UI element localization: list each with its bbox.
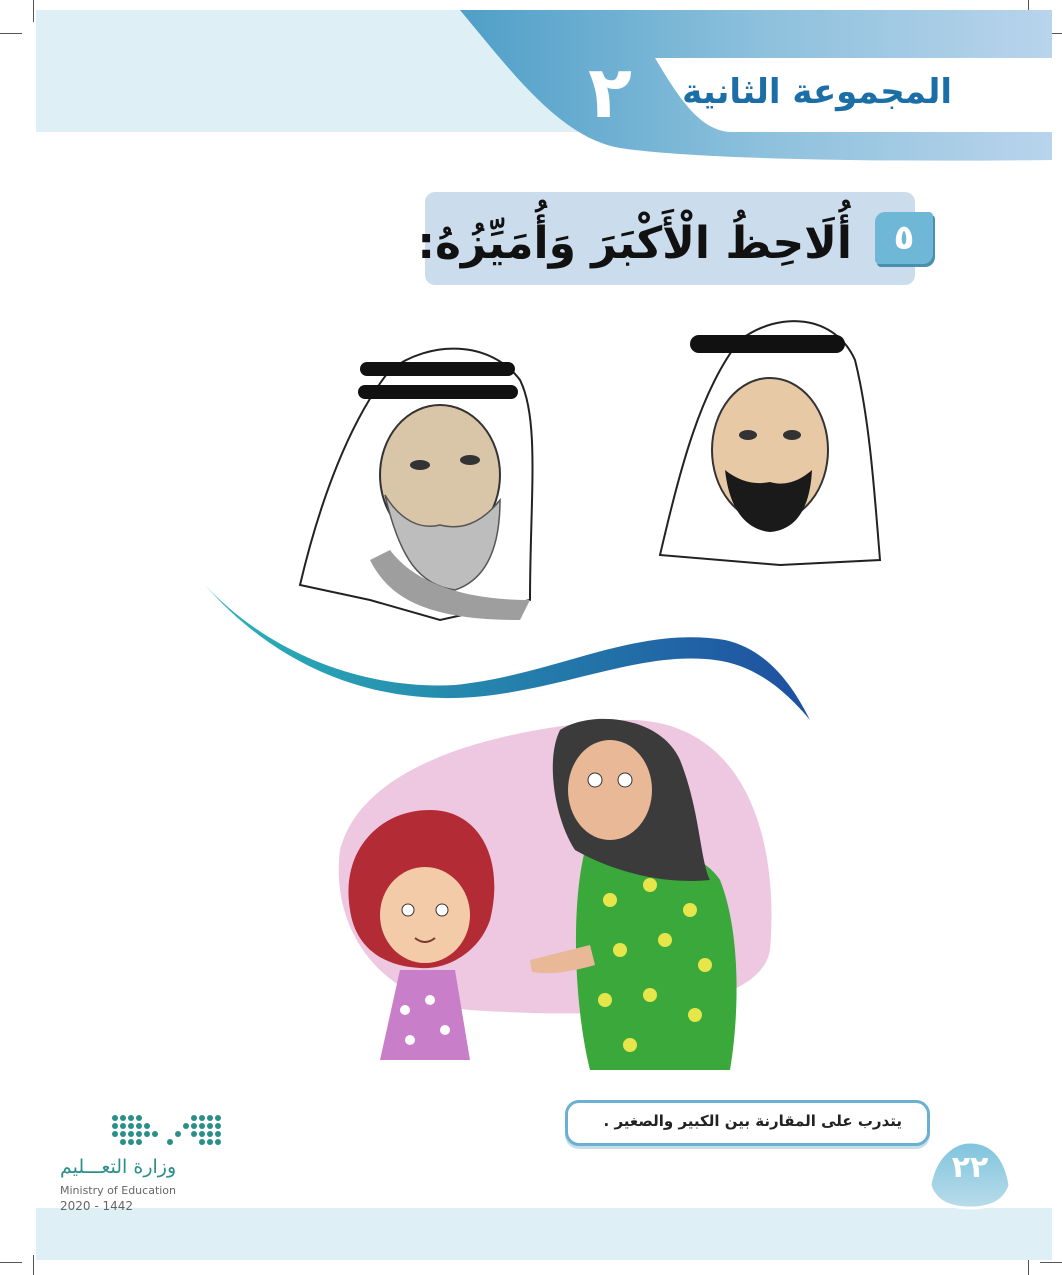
page-number: ٢٢ — [951, 1150, 989, 1185]
group-title: المجموعة الثانية — [682, 72, 952, 112]
exercise-title: أُلَاحِظُ الْأَكْبَرَ وَأُمَيِّزُهُ: — [417, 218, 852, 269]
young-man-figure — [660, 321, 880, 565]
edition-year: 2020 - 1442 — [60, 1199, 134, 1213]
ministry-name-arabic: وزارة التعـــليم — [60, 1156, 177, 1178]
ministry-name-english: Ministry of Education — [60, 1184, 177, 1197]
unit-number: ٢ — [588, 50, 632, 134]
objective-text: يتدرب على المقارنة بين الكبير والصغير . — [603, 1112, 902, 1130]
ministry-logo-icon — [110, 1112, 225, 1152]
grandmother-girl-illustration — [320, 710, 790, 1080]
exercise-number-badge: ٥ — [875, 212, 933, 264]
girl-figure — [348, 810, 494, 1060]
